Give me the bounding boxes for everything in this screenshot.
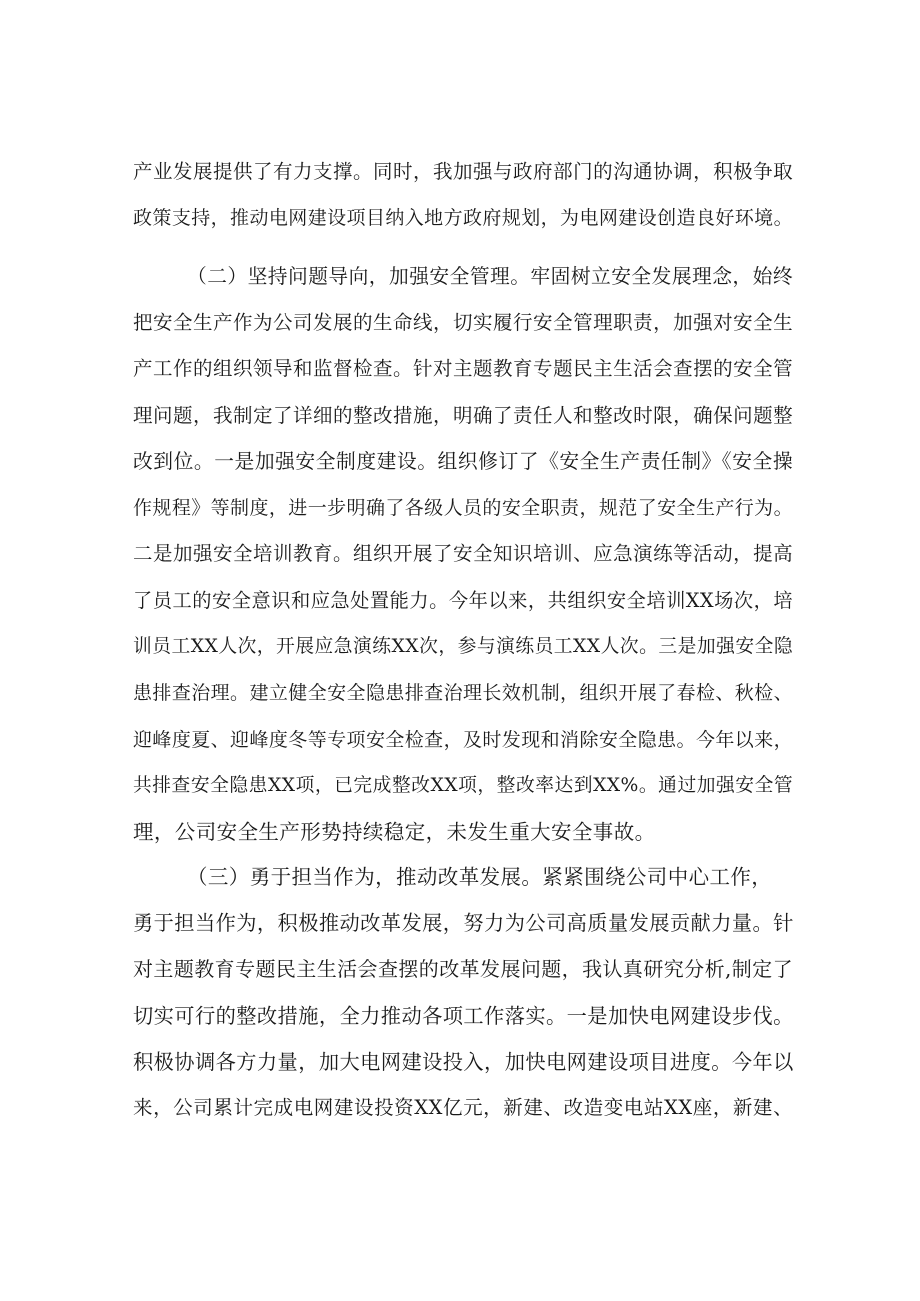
paragraph-3-line-2: 勇于担当作为，积极推动改革发展，努力为公司高质量发展贡献力量。针 (133, 911, 794, 935)
paragraph-3-line-1: （三）勇于担当作为，推动改革发展。紧紧围绕公司中心工作， (187, 865, 773, 889)
paragraph-2-line-6: 作规程》等制度，进一步明确了各级人员的安全职责，规范了安全生产行为。 (133, 497, 793, 519)
paragraph-2-line-9: 训员工XX人次，开展应急演练XX次，参与演练员工XX人次。三是加强安全隐 (133, 636, 793, 657)
paragraph-2-line-13: 理，公司安全生产形势持续稳定，未发生重大安全事故。 (133, 820, 656, 844)
paragraph-1-line-1: 产业发展提供了有力支撑。同时，我加强与政府部门的沟通协调，积极争取 (133, 160, 793, 183)
paragraph-2-line-7: 二是加强安全培训教育。组织开展了安全知识培训、应急演练等活动，提高 (133, 542, 793, 565)
paragraph-2-line-8: 了员工的安全意识和应急处置能力。今年以来，共组织安全培训XX场次，培 (133, 589, 793, 612)
paragraph-2-line-12: 共排查安全隐患XX项，已完成整改XX项，整改率达到XX%。通过加强安全管 (133, 775, 793, 796)
paragraph-2-line-3: 产工作的组织领导和监督检查。针对主题教育专题民主生活会查摆的安全管 (133, 357, 793, 380)
paragraph-2-line-5: 改到位。一是加强安全制度建设。组织修订了《安全生产责任制》《安全操 (133, 450, 793, 473)
paragraph-2-line-11: 迎峰度夏、迎峰度冬等专项安全检查，及时发现和消除安全隐患。今年以来， (133, 729, 793, 751)
paragraph-2-line-1: （二）坚持问题导向，加强安全管理。牢固树立安全发展理念，始终 (187, 265, 793, 288)
paragraph-2-line-10: 患排查治理。建立健全安全隐患排查治理长效机制，组织开展了春检、秋检、 (133, 682, 793, 704)
paragraph-3-line-5: 积极协调各方力量，加大电网建设投入，加快电网建设项目进度。今年以 (133, 1050, 794, 1074)
paragraph-2-line-2: 把安全生产作为公司发展的生命线，切实履行安全管理职责，加强对安全生 (133, 311, 793, 334)
paragraph-1-line-2: 政策支持，推动电网建设项目纳入地方政府规划，为电网建设创造良好环境。 (133, 207, 793, 229)
paragraph-3-line-4: 切实可行的整改措施，全力推动各项工作落实。一是加快电网建设步伐。 (133, 1004, 794, 1028)
paragraph-2-line-4: 理问题，我制定了详细的整改措施，明确了责任人和整改时限，确保问题整 (133, 404, 793, 427)
paragraph-3-line-3: 对主题教育专题民主生活会查摆的改革发展问题，我认真研究分析,制定了 (133, 957, 793, 981)
paragraph-3-line-6: 来，公司累计完成电网建设投资XX亿元，新建、改造变电站XX座，新建、 (133, 1096, 793, 1119)
